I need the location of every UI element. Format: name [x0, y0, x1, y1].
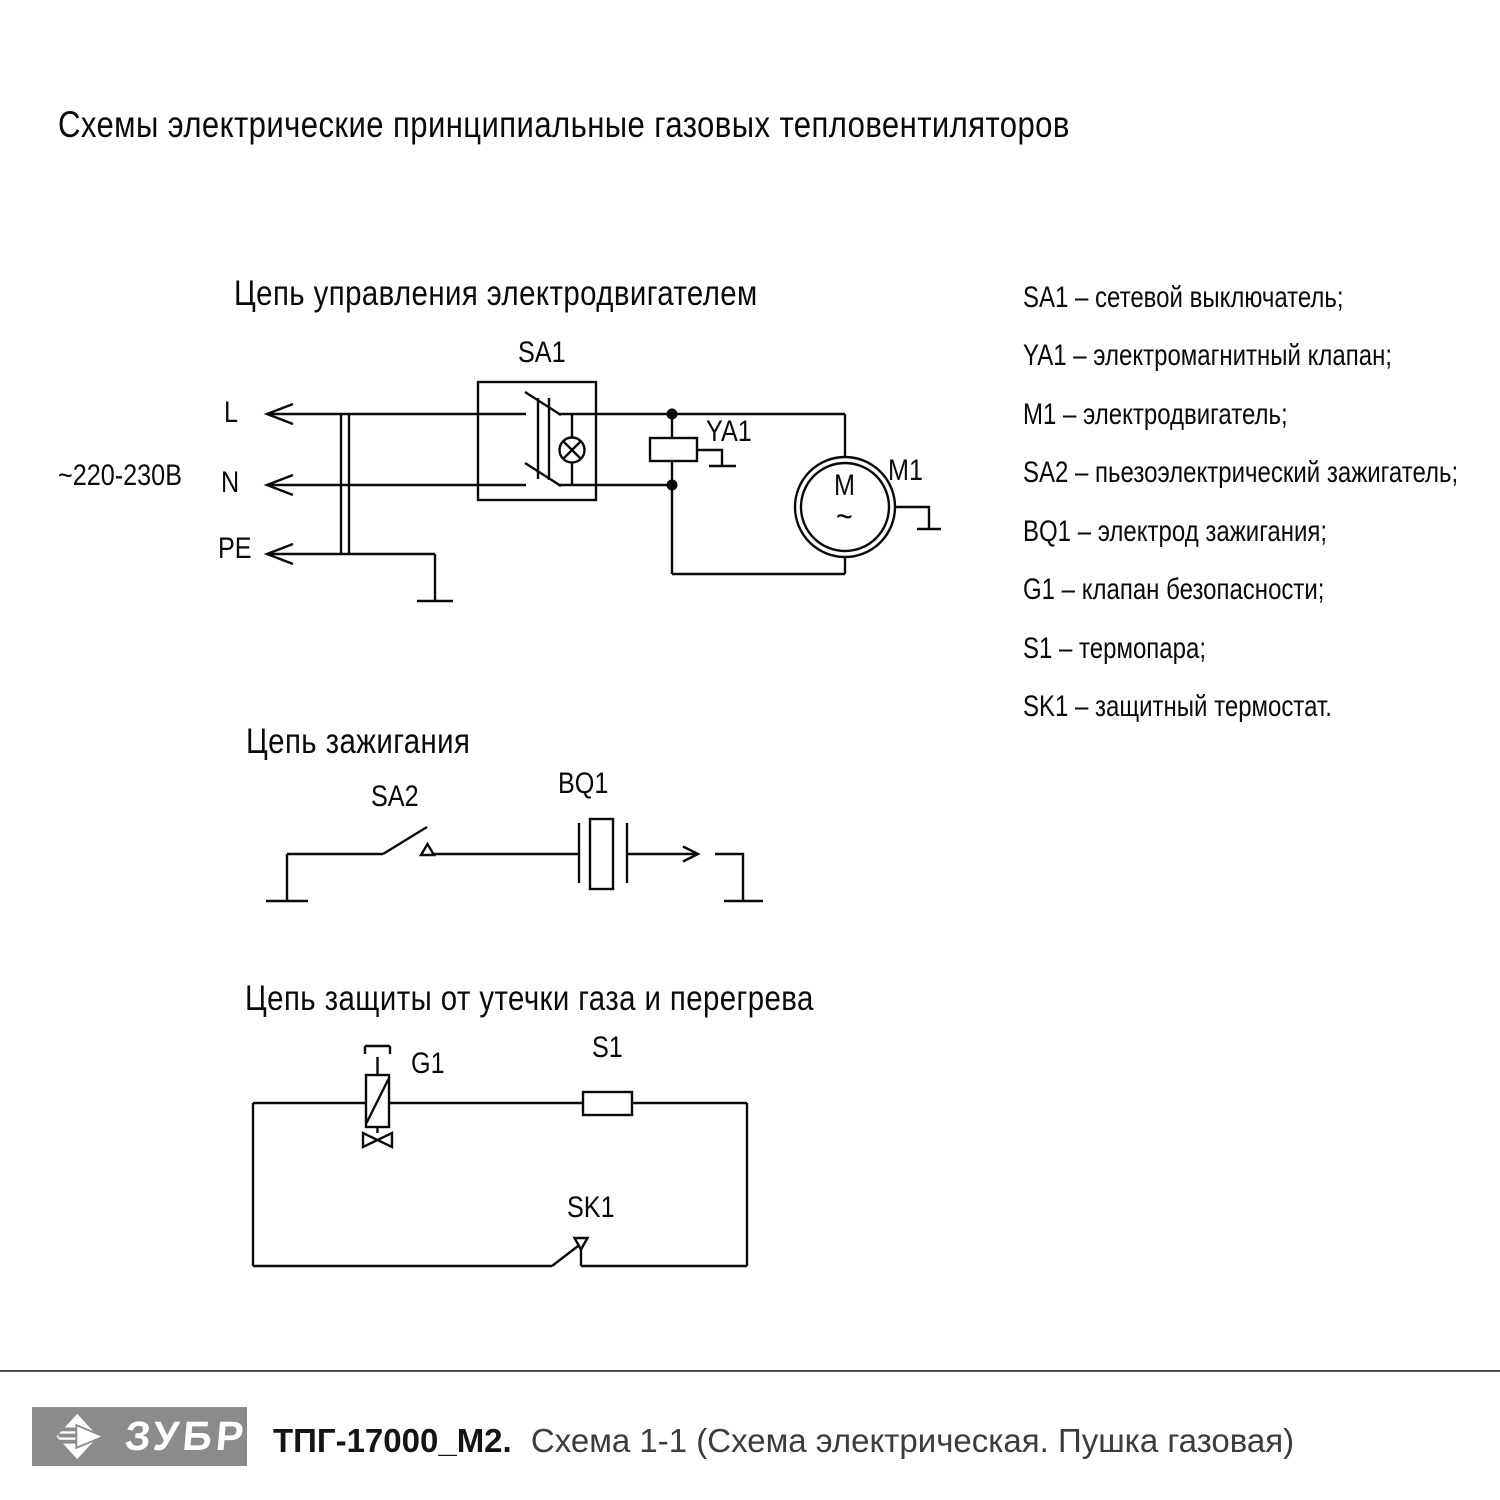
sk1-label: SK1: [567, 1191, 615, 1224]
m1-label: M1: [888, 454, 924, 487]
protection-circuit-graphics: [253, 1046, 747, 1266]
legend-item-s1: S1 – термопара;: [1023, 632, 1207, 665]
footer-caption-line: [273, 1422, 1294, 1460]
right-electrode-ground-icon: [715, 854, 763, 901]
line-n-label: N: [221, 466, 240, 499]
logo-brand-text: ЗУБР: [122, 1413, 250, 1459]
zubr-logo: [32, 1407, 250, 1466]
sa1-label: SA1: [518, 336, 566, 369]
bq1-label: BQ1: [558, 767, 609, 800]
g1-label: G1: [411, 1047, 445, 1080]
protection-circuit-title: Цепь защиты от утечки газа и перегрева: [245, 979, 814, 1018]
legend-item-ya1: YA1 – электромагнитный клапан;: [1023, 339, 1393, 372]
page-title: Схемы электрические принципиальные газовых тепловентиляторов: [58, 104, 1070, 145]
legend-item-sk1: SK1 – защитный термостат.: [1023, 690, 1332, 723]
footer-model: ТПГ-17000_М2.: [273, 1422, 512, 1459]
line-l-label: L: [224, 396, 239, 429]
supply-wires: [267, 413, 526, 600]
s1-label: S1: [592, 1031, 623, 1064]
lamp-icon: [560, 438, 585, 463]
legend-item-bq1: BQ1 – электрод зажигания;: [1023, 515, 1328, 548]
motor-letter: M: [834, 469, 855, 502]
line-pe-label: PE: [218, 532, 252, 565]
footer-caption: Схема 1-1 (Схема электрическая. Пушка газовая): [530, 1422, 1295, 1459]
sa2-label: SA2: [371, 780, 419, 813]
sa2-piezo-switch-symbol: [383, 827, 434, 855]
left-electrode-ground-icon: [266, 854, 308, 901]
ya1-label: YA1: [706, 415, 752, 448]
loop-wires: [253, 1103, 747, 1266]
motor-circuit-title: Цепь управления электродвигателем: [234, 274, 758, 313]
legend-item-m1: M1 – электродвигатель;: [1023, 398, 1288, 431]
ignition-circuit-graphics: [266, 819, 763, 901]
sk1-thermostat-symbol: [552, 1238, 588, 1266]
legend-item-sa1: SA1 – сетевой выключатель;: [1023, 281, 1344, 314]
motor-ac-sign: ~: [836, 498, 853, 536]
voltage-label: ~220-230В: [58, 459, 183, 492]
ignition-circuit-title: Цепь зажигания: [246, 722, 471, 761]
bq1-electrode-symbol: [579, 819, 627, 889]
g1-safety-valve-symbol: [363, 1046, 392, 1147]
legend-item-sa2: SA2 – пьезоэлектрический зажигатель;: [1023, 456, 1459, 489]
legend-item-g1: G1 – клапан безопасности;: [1023, 573, 1325, 606]
s1-thermocouple-symbol: [583, 1092, 632, 1115]
footer-separator: [0, 1370, 1500, 1372]
zubr-diamond-arrow-icon: [32, 1407, 123, 1466]
